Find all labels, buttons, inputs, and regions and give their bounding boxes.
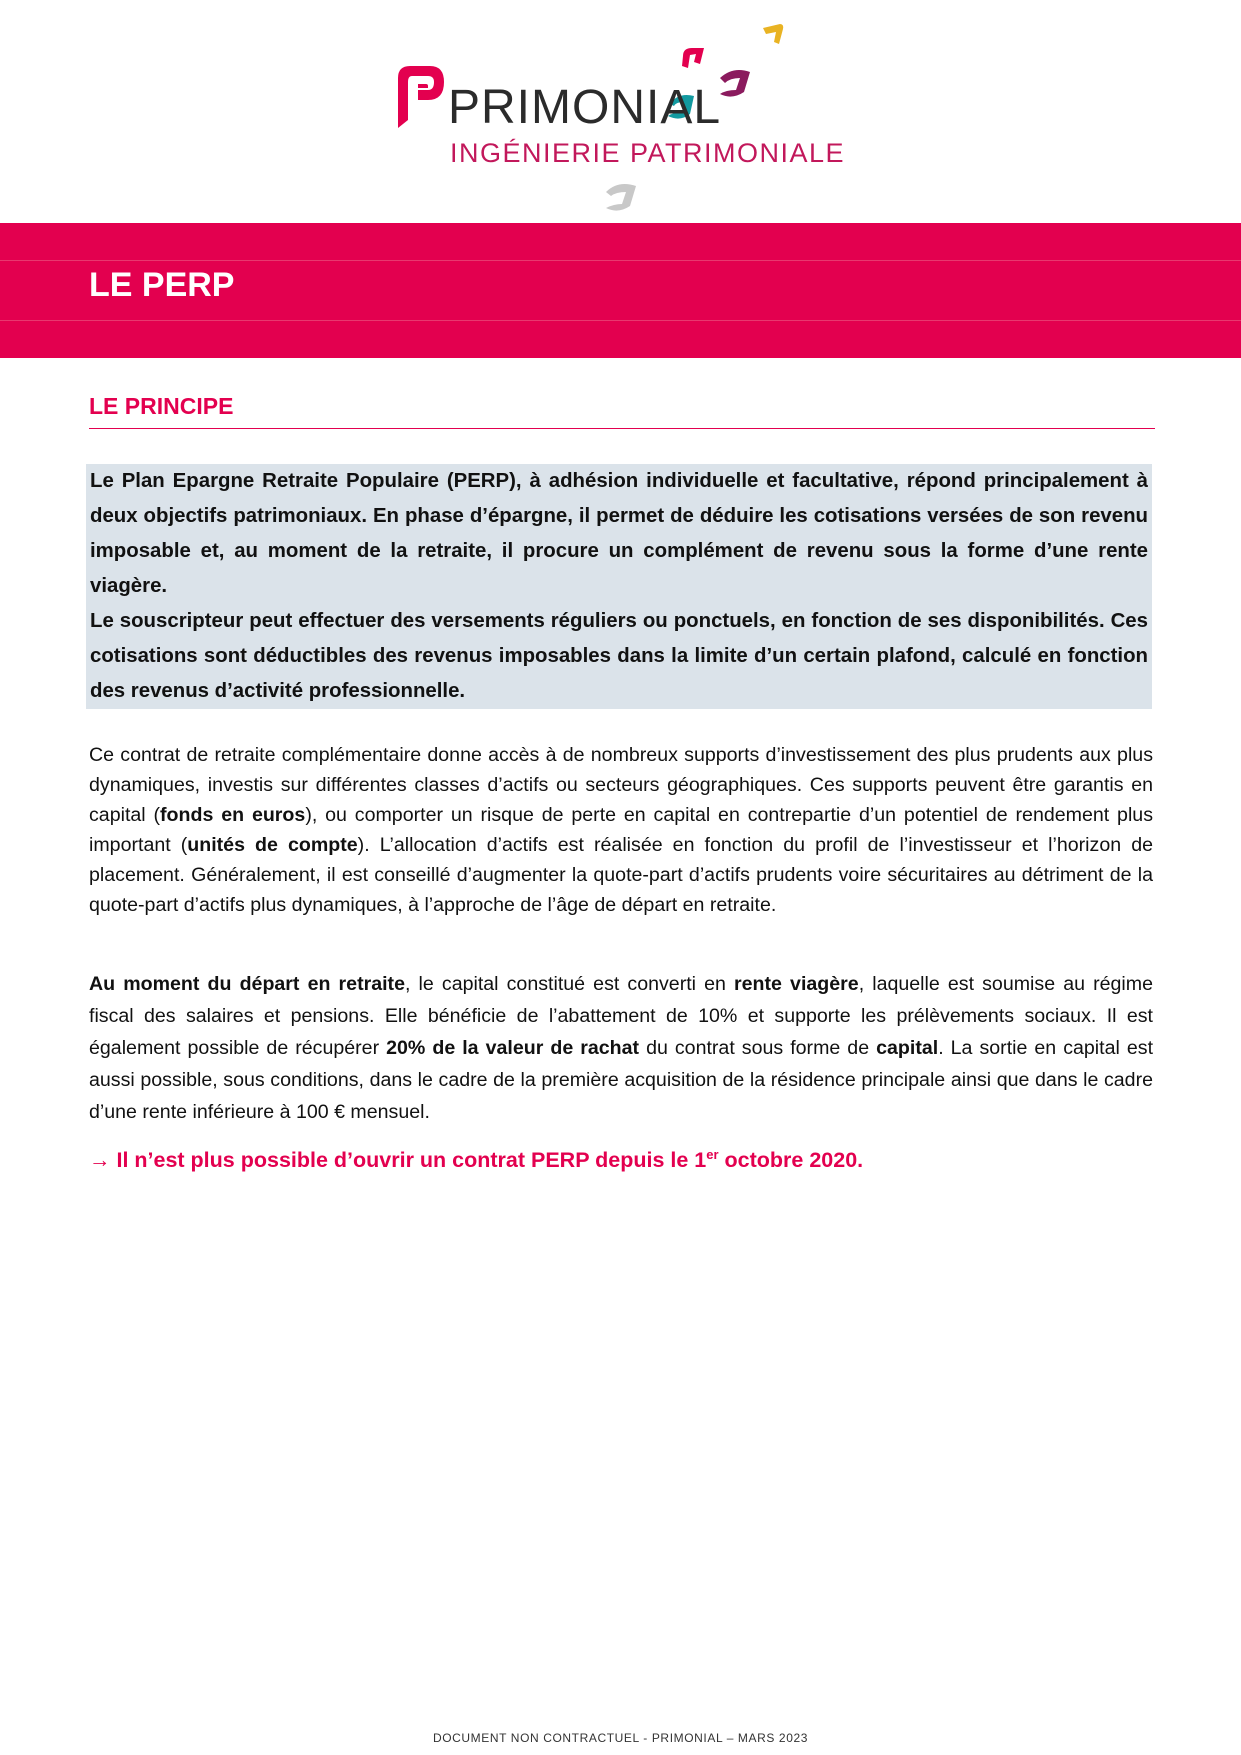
body-text: Ce contrat de retraite complémentaire donne accès à de nombreux supports d’investissement des plus prudents aux plus dynamiques, investis sur différentes classes d’actifs ou secteurs géographiques. Ces supports peuvent être garantis en capital ( (89, 744, 1153, 826)
brand-name: PRIMONIAL (448, 81, 722, 134)
page-title: LE PERP (89, 266, 235, 304)
body-bold-text: fonds en euros (160, 804, 306, 826)
section-divider (89, 428, 1155, 429)
brand-tagline: INGÉNIERIE PATRIMONIALE (450, 138, 846, 168)
banner-divider (0, 320, 1241, 321)
notice-superscript: er (706, 1147, 719, 1162)
body-text: du contrat sous forme de (639, 1037, 877, 1059)
arrow-icon: → (89, 1148, 111, 1173)
intro-paragraph: Le Plan Epargne Retraite Populaire (PERP), à adhésion individuelle et facultative, répond principalement à deux objectifs patrimoniaux. En phase d’épargne, il permet de déduire les cotisations versées de son revenu imposable et, au moment de la retraite, il procure un complément de revenu sous la forme d’une rente viagère. (90, 470, 1148, 597)
body-bold-text: Au moment du départ en retraite (89, 973, 405, 995)
body-text: ). L’allocation d’actifs est réalisée en fonction du profil de l’investisseur et l’horizon de placement. Généralement, il est conseillé d’augmenter la quote-part d’actifs prudents voire sécuritaires au détriment de la quote-part d’actifs plus dynamiques, à l’approche de l’âge de départ en retraite. (89, 834, 1153, 916)
body-text: , laquelle est soumise au régime fiscal des salaires et pensions. Elle bénéficie de l’abattement de 10% et supporte les prélèvements sociaux. Il est également possible de récupérer (89, 973, 1153, 1059)
section-title: LE PRINCIPE (89, 393, 234, 419)
closure-notice (89, 1147, 863, 1173)
body-text: . La sortie en capital est aussi possible, sous conditions, dans le cadre de la première acquisition de la résidence principale ainsi que dans le cadre d’une rente inférieure à 100 € mensuel. (89, 1037, 1154, 1123)
banner-divider (0, 260, 1241, 261)
body-bold-text: rente viagère (734, 973, 859, 995)
body-text: ), ou comporter un risque de perte en capital en contrepartie d’un potentiel de rendement plus important ( (89, 804, 1154, 856)
intro-paragraph: Le souscripteur peut effectuer des versements réguliers ou ponctuels, en fonction de ses disponibilités. Ces cotisations sont déductibles des revenus imposables dans la limite d’un certain plafond, calculé en fonction des revenus d’activité professionnelle. (90, 610, 1148, 702)
notice-text: Il n’est plus possible d’ouvrir un contrat PERP depuis le 1 (110, 1148, 707, 1173)
brand-logo (378, 20, 868, 226)
notice-text-end: octobre 2020. (718, 1148, 864, 1173)
title-banner (0, 223, 1241, 358)
body-bold-text: unités de compte (187, 834, 358, 856)
body-paragraph (89, 968, 1153, 1128)
intro-highlight-box (86, 464, 1152, 709)
body-text: , le capital constitué est converti en (404, 973, 735, 995)
footer-disclaimer: DOCUMENT NON CONTRACTUEL - PRIMONIAL – MARS 2023 (432, 1731, 809, 1745)
body-bold-text: 20% de la valeur de rachat (386, 1037, 640, 1059)
body-bold-text: capital (876, 1037, 939, 1059)
body-paragraph (89, 740, 1153, 920)
